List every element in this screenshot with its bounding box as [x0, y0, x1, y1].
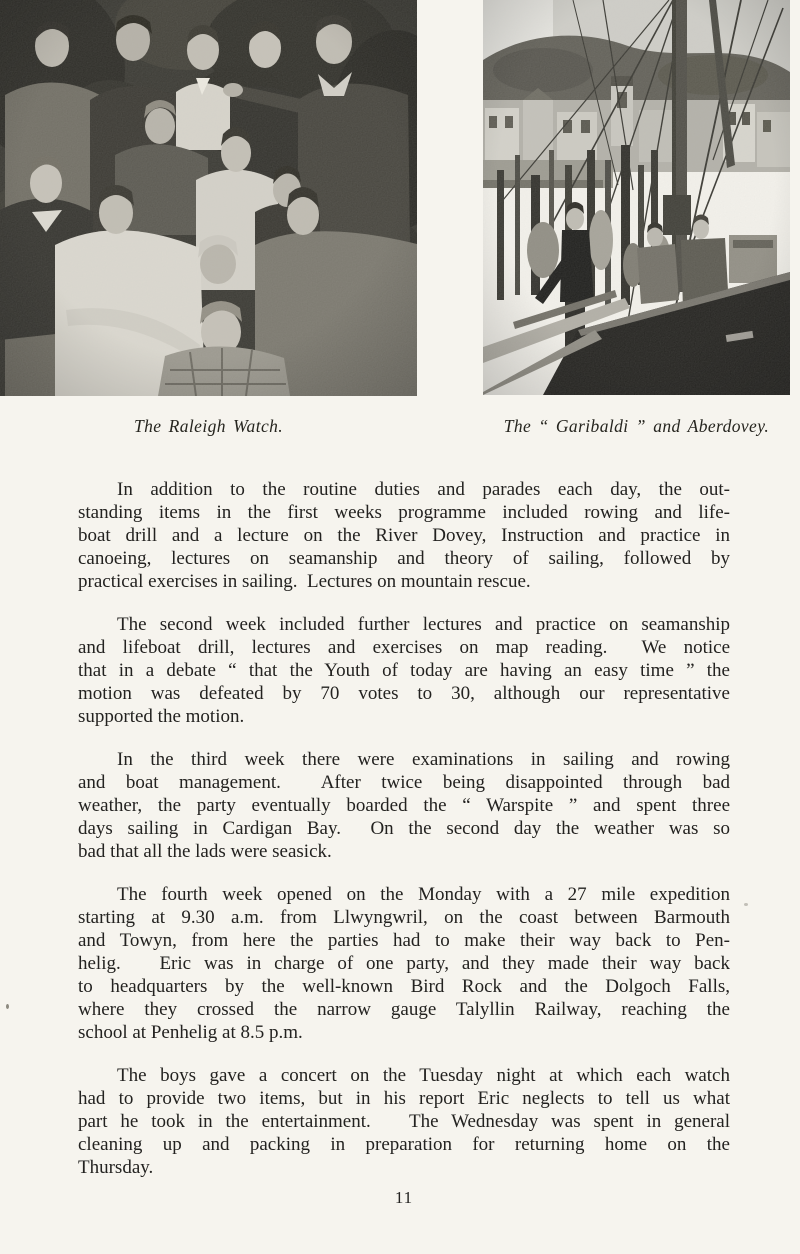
text-line: starting at 9.30 a.m. from Llwyngwril, on the coast between Barmouth: [78, 907, 730, 928]
text-line: weather, the party eventually boarded the “ Warspite ” and spent three: [78, 795, 730, 816]
text-line: In addition to the routine duties and parades each day, the out-: [117, 479, 730, 500]
text-line: school at Penhelig at 8.5 p.m.: [78, 1022, 303, 1043]
text-line: days sailing in Cardigan Bay. On the second day the weather was so: [78, 818, 730, 839]
right-photo-caption: The “ Garibaldi ” and Aberdovey.: [503, 416, 770, 436]
text-line: helig. Eric was in charge of one party, and they made their way back: [78, 953, 730, 974]
text-line: The second week included further lectures and practice on seamanship: [117, 614, 730, 635]
text-line: where they crossed the narrow gauge Talyllin Railway, reaching the: [78, 999, 730, 1020]
text-line: and lifeboat drill, lectures and exercises on map reading. We notice: [78, 637, 730, 658]
text-line: and Towyn, from here the parties had to make their way back to Pen-: [78, 930, 730, 951]
text-line: part he took in the entertainment. The Wednesday was spent in general: [78, 1111, 730, 1132]
left-photo-caption: The Raleigh Watch.: [133, 416, 284, 436]
text-line: practical exercises in sailing. Lectures on mountain rescue.: [78, 571, 531, 592]
text-line: standing items in the first weeks programme included rowing and life-: [78, 502, 730, 523]
text-line: boat drill and a lecture on the River Dovey, Instruction and practice in: [78, 525, 730, 546]
body-text: [78, 478, 730, 1199]
text-line: canoeing, lectures on seamanship and theory of sailing, followed by: [78, 548, 730, 569]
raleigh-watch-photo: [0, 0, 417, 396]
paragraph: [78, 883, 730, 1044]
scan-speck: [6, 1004, 9, 1009]
scan-speck: [744, 903, 748, 906]
text-line: that in a debate “ that the Youth of today are having an easy time ” the: [78, 660, 730, 681]
text-line: cleaning up and packing in preparation for returning home on the: [78, 1134, 730, 1155]
text-line: The boys gave a concert on the Tuesday night at which each watch: [117, 1065, 730, 1086]
paragraph: [78, 1064, 730, 1179]
text-line: to headquarters by the well-known Bird Rock and the Dolgoch Falls,: [78, 976, 730, 997]
text-line: and boat management. After twice being disappointed through bad: [78, 772, 730, 793]
paragraph: [78, 613, 730, 728]
text-line: In the third week there were examinations in sailing and rowing: [117, 749, 730, 770]
paragraph: [78, 748, 730, 863]
page-number: 11: [394, 1188, 414, 1207]
text-line: bad that all the lads were seasick.: [78, 841, 332, 862]
text-line: The fourth week opened on the Monday with a 27 mile expedition: [117, 884, 730, 905]
paragraph: [78, 478, 730, 593]
text-line: had to provide two items, but in his report Eric neglects to tell us what: [78, 1088, 730, 1109]
text-line: motion was defeated by 70 votes to 30, although our representative: [78, 683, 730, 704]
text-line: Thursday.: [78, 1157, 154, 1178]
garibaldi-aberdovey-photo: [483, 0, 790, 395]
text-line: supported the motion.: [78, 706, 245, 727]
